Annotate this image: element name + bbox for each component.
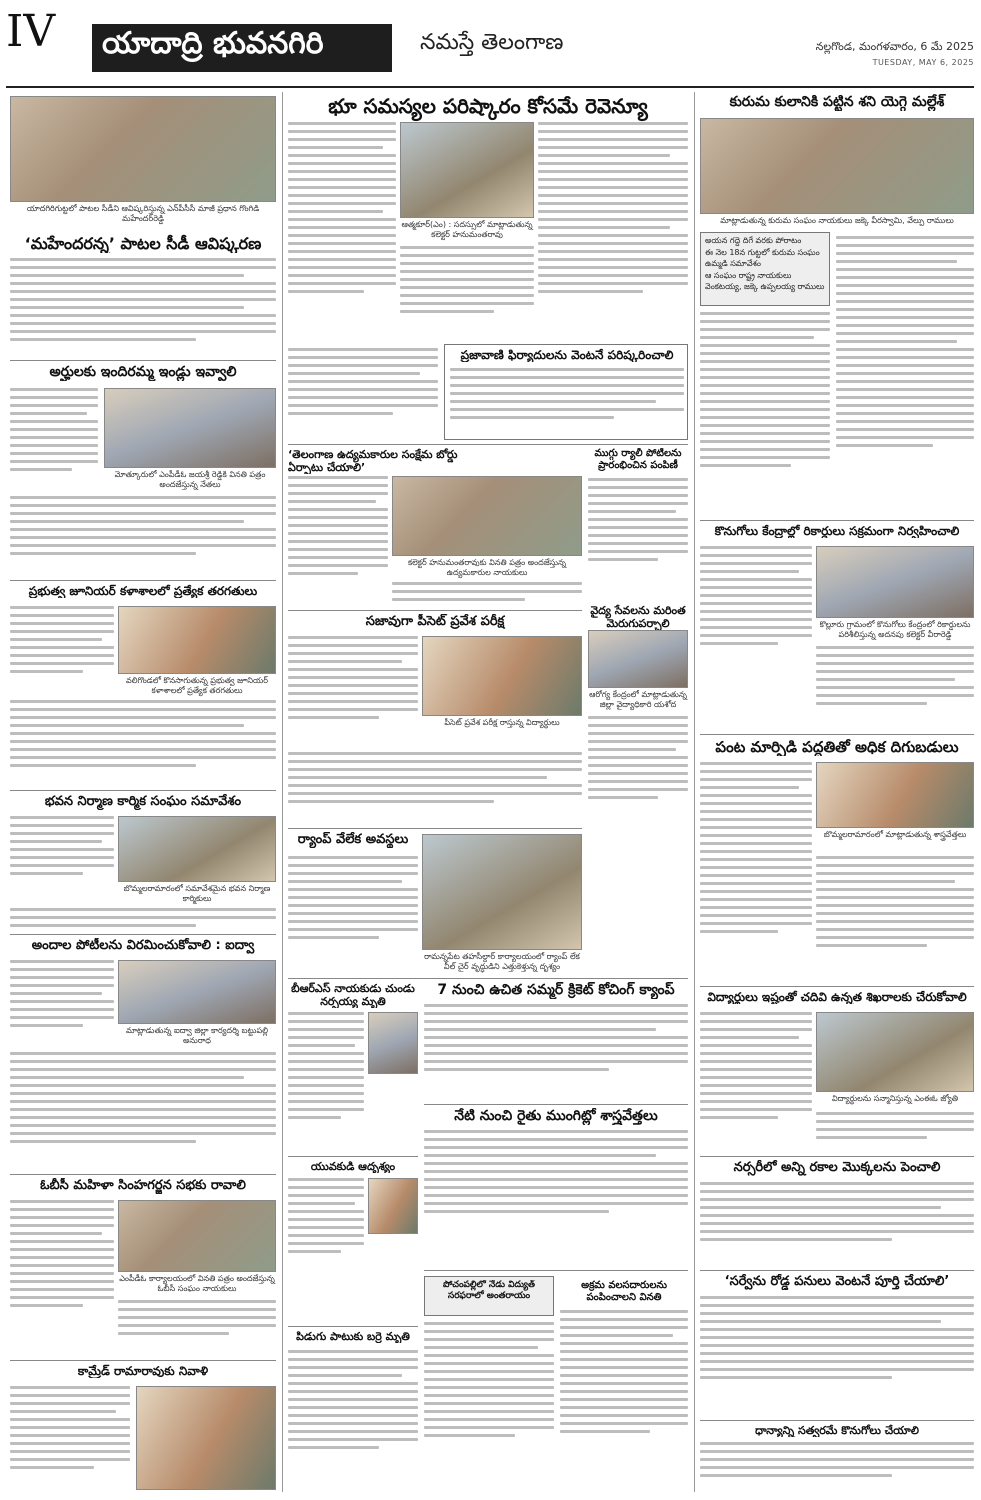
divider [424,1104,688,1105]
news-photo [422,636,582,716]
bullet-item: అయన గద్దె దిగే వరకు పోరాటం [705,236,802,245]
headline: ఓబీసీ మహిళా సింహగర్జన సభకు రావాలి [40,1178,246,1193]
photo-caption: యాదగిరిగుట్టలో పాటల సీడీని ఆవిష్కరిస్తున్న ఎన్‌పీసీసీ మాజీ ప్రధాన గొంగిడి మహేందర్‌రెడ్డి [26,204,260,223]
photo-caption: ఆత్మకూర్‌(ఎం) : సదస్సులో మాట్లాడుతున్న కలెక్టర్‌ హనుమంతరావు [401,220,533,239]
article-body [424,1322,554,1490]
photo-caption: విద్యార్థులను సన్మానిస్తున్న ఎంఈఓ జ్యోతి [831,1094,959,1103]
article-body [700,1012,812,1152]
news-photo [118,816,276,882]
article-body [288,476,388,606]
divider [700,1270,974,1271]
article-body [816,646,974,730]
article-body [560,1310,688,1490]
headline: విద్యార్థులు ఇష్టంతో చదివి ఉన్నత శిఖరాలకు చేరుకోవాలి [707,990,967,1004]
article-body [118,1300,276,1356]
headline: పంట మార్పిడి పద్ధతితో అధిక దిగుబడులు [715,738,959,756]
article-body [10,1052,276,1172]
article-body [816,1112,974,1152]
article-body [10,700,276,788]
article-body [392,582,582,606]
divider [10,1174,276,1175]
headline: అక్రమ వలసదారులను పంపించాలని వినతి [581,1280,667,1303]
page-number: IV [6,6,56,57]
photo-caption: మోత్కూరులో ఎంపీడీఓ జయశ్రీ రెడ్డికి వినతి పత్రం అందజేస్తున్న నేతలు [114,470,266,489]
article-body [700,312,830,516]
news-photo [816,762,974,828]
article-body [424,1130,688,1250]
divider [288,444,688,445]
article-body [288,122,396,342]
article-body [10,606,114,694]
article-body [700,546,812,676]
article-body [700,762,812,982]
headline: ప్రభుత్వ జూనియర్‌ కళాశాలలో ప్రత్యేక తరగతులు [28,584,258,598]
article-body [10,496,276,576]
photo-caption: వలిగొండలో కొనసాగుతున్న ప్రభుత్వ జూనియర్‌ కళాశాలలో ప్రత్యేక తరగతులు [125,676,269,695]
article-body [588,478,688,598]
headline: పోచంపల్లిలో నేడు విద్యుత్‌ సరఫరాలో అంతరాయం [442,1280,536,1301]
article-body [10,1386,130,1490]
article-body [10,908,276,932]
news-photo [392,476,582,556]
divider [10,360,276,361]
photo-caption: బొమ్మలరామారంలో సమావేశమైన భవన నిర్మాణ కార్మికులు [123,884,271,903]
edition-date-telugu: నల్లగొండ, మంగళవారం, 6 మే 2025 [815,40,974,53]
news-photo [104,388,276,468]
photo-caption: ఎంపీడీఓ కార్యాలయంలో వినతి పత్రం అందజేస్తున్న ఓబీసీ సంఘం నాయకులు [119,1274,275,1293]
portrait-photo [368,1178,418,1234]
divider [10,580,276,581]
headline: పిడుగు పాటుకు బర్రె మృతి [296,1330,410,1343]
news-photo [422,834,582,950]
divider [10,1360,276,1361]
headline: వైద్య సేవలను మరింత మెరుగుపర్చాలి [590,604,686,631]
article-body [288,1350,418,1490]
article-body [836,236,974,516]
headline: ‘తెలంగాణ ఉద్యమకారుల సంక్షేమ బోర్డు ఏర్పాటు చేయాలి’ [288,448,458,475]
headline: సజావుగా పీసెట్‌ ప్రవేశ పరీక్ష [365,614,505,629]
bullet-item: ఆ సంఘం రాష్ట్ర నాయకులు వెంకటయ్య, జక్కె ఉప్పలయ్య రాములు [705,271,825,291]
headline: కామ్రేడ్‌ రామారావుకు నివాళి [77,1364,209,1378]
article-body [10,816,114,900]
headline: బీఆర్‌ఎస్‌ నాయకుడు చుండు నర్సయ్య మృతి [291,982,415,1009]
masthead-rule [6,86,974,88]
headline: 7 నుంచి ఉచిత సమ్మర్‌ క్రికెట్‌ కోచింగ్‌ క్యాంప్‌ [437,982,675,998]
article-body [816,856,974,982]
article-body [588,716,688,836]
column-divider [694,92,695,1492]
bullet-box [700,232,830,306]
article-body [400,246,534,342]
article-body [288,636,418,748]
article-body [288,1012,364,1152]
divider [10,934,276,935]
headline: ధాన్యాన్ని సత్వరమే కొనుగోలు చేయాలి [755,1424,919,1437]
article-body [10,258,276,358]
headline: ‘మహేందరన్న’ పాటల సీడీ ఆవిష్కరణ [24,234,262,253]
news-photo [10,96,276,202]
article-body [700,1442,974,1494]
headline: అర్హులకు ఇందిరమ్మ ఇండ్లు ఇవ్వాలి [49,364,237,380]
section-title: యాదాద్రి భువనగిరి [92,24,392,72]
photo-caption: కలెక్టర్‌ హనుమంతరావుకు వినతి పత్రం అందజేస్తున్న ఉద్యమకారుల నాయకులు [407,558,567,577]
divider [288,1156,418,1157]
news-photo [588,630,688,688]
photo-caption: బొమ్మలరామారంలో మాట్లాడుతున్న శాస్త్రవేత్తలు [823,830,967,839]
photo-caption: రామన్నపేట తహసీల్దార్‌ కార్యాలయంలో ర్యాంప్‌ లేక వీల్‌ చైర్‌ వృద్ధుడిని ఎత్తుకెళ్తున్న దృశ్యం [424,952,580,971]
headline: కొనుగోలు కేంద్రాల్లో రికార్డులు సక్రమంగా నిర్వహించాలి [714,524,960,538]
news-photo [118,606,276,674]
article-body [288,348,438,440]
divider [700,1420,974,1421]
divider [700,734,974,735]
headline: నేటి నుంచి రైతు ముంగిట్లో శాస్త్రవేత్తలు [454,1108,658,1124]
headline: భవన నిర్మాణ కార్మిక సంఘం సమావేశం [44,794,242,809]
news-photo [816,1012,974,1092]
portrait-photo [368,1012,418,1074]
divider [424,1270,688,1271]
divider [288,1326,418,1327]
article-body [288,856,418,966]
article-body [424,1004,688,1100]
divider [288,828,582,829]
article-body [700,1296,974,1416]
divider [700,986,974,987]
lead-headline: భూ సమస్యల పరిష్కారం కోసమే రెవెన్యూ [328,94,648,118]
headline: అందాల పోటీలను విరమించుకోవాలి : ఐద్వా [31,938,255,953]
divider [288,978,688,979]
article-body [538,122,688,342]
headline: ముగ్గు ర్యాలీ పోటీలను ప్రారంభించిన పంపిణీ [594,448,682,471]
headline: కురుమ కులానికి పట్టిన శని యెగ్గె మల్లేశ్‌ [729,94,945,110]
article-body [10,388,98,492]
headline: ‘సర్వేను రోడ్డ పనులు వెంటనే పూర్తి చేయాలి’ [724,1274,950,1289]
divider [700,520,974,521]
photo-caption: ఆరోగ్య కేంద్రంలో మాట్లాడుతున్న జిల్లా వైద్యాధికారి యశోద [589,690,687,709]
column-divider [282,92,283,1492]
news-photo [400,122,534,218]
newspaper-brand: నమస్తే తెలంగాణ [420,30,564,55]
photo-caption: పీసెట్‌ ప్రవేశ పరీక్ష రాస్తున్న విద్యార్థులు [444,718,560,727]
article-body [288,1178,364,1278]
article-body [700,1182,974,1266]
article-body [288,752,582,824]
headline: ప్రజావాణి ఫిర్యాదులను వెంటనే పరిష్కరించాలి [460,348,674,362]
photo-caption: కొల్లూరు గ్రామంలో కొనుగోలు కేంద్రంలో రికార్డులను పరిశీలిస్తున్న అదనపు కలెక్టర్‌ వీరారెడ్డి [819,620,971,639]
news-photo [118,1200,276,1272]
divider [700,1156,974,1157]
news-photo [136,1386,276,1490]
article-body [10,960,114,1048]
news-photo [816,546,974,618]
article-body [10,1200,114,1340]
photo-caption: మాట్లాడుతున్న ఐద్వా జిల్లా కార్యదర్శి బట్టుపల్లి అనురాధ [125,1026,268,1045]
article-body [450,368,684,436]
photo-caption: మాట్లాడుతున్న కురుమ సంఘం నాయకులు జక్కె వీరస్వామి, వేల్పు రాములు [720,216,954,225]
divider [10,790,276,791]
divider [288,610,582,611]
edition-date-english: TUESDAY, MAY 6, 2025 [872,58,974,67]
headline: నర్సరీలో అన్ని రకాల మొక్కలను పెంచాలి [733,1160,941,1175]
news-photo [118,960,276,1024]
headline: ర్యాంప్‌ వేలేక అవస్థలు [297,832,409,847]
bullet-item: ఈ నెల 18న గుట్టలో కురుమ సంఘం ఉమ్మడి సమావేశం [705,248,820,268]
headline: యువకుడి ఆదృశ్యం [310,1160,396,1173]
news-photo [700,118,974,214]
